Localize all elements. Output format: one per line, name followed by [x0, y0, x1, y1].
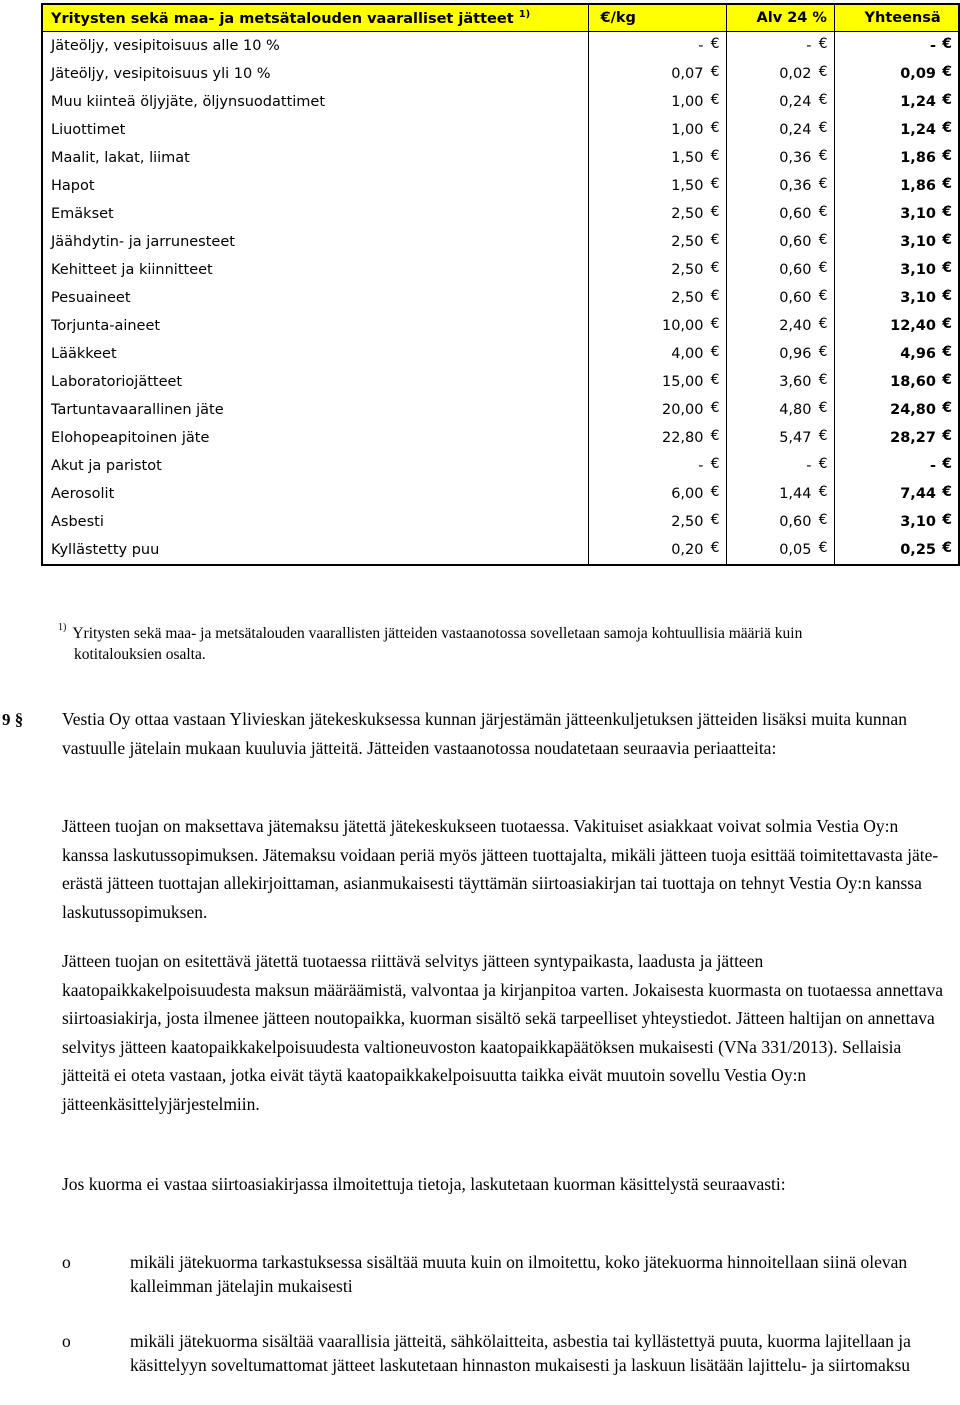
cell-waste-type: Lääkkeet [42, 340, 588, 368]
cell-vat: 3,60 € [726, 368, 834, 396]
cell-waste-type: Aerosolit [42, 480, 588, 508]
cell-total: - € [834, 452, 959, 480]
cell-vat: 1,44 € [726, 480, 834, 508]
bullet-mark: o [62, 1252, 71, 1272]
cell-vat: 0,05 € [726, 536, 834, 565]
table-row [42, 200, 959, 228]
cell-price-per-kg: 22,80 € [588, 424, 726, 452]
cell-waste-type: Liuottimet [42, 116, 588, 144]
cell-price-per-kg: 2,50 € [588, 284, 726, 312]
table-row [42, 228, 959, 256]
header-waste-type [42, 4, 588, 32]
cell-waste-type: Laboratoriojätteet [42, 368, 588, 396]
table-row [42, 536, 959, 565]
header-total: Yhteensä [834, 4, 959, 32]
cell-total: 12,40 € [834, 312, 959, 340]
table-row [42, 60, 959, 88]
cell-waste-type: Asbesti [42, 508, 588, 536]
cell-total: - € [834, 32, 959, 61]
cell-waste-type: Hapot [42, 172, 588, 200]
cell-price-per-kg: 4,00 € [588, 340, 726, 368]
footnote-mark: 1) [58, 622, 67, 633]
cell-price-per-kg: 2,50 € [588, 256, 726, 284]
table-row [42, 312, 959, 340]
cell-total: 1,24 € [834, 116, 959, 144]
cell-waste-type: Torjunta-aineet [42, 312, 588, 340]
cell-total: 28,27 € [834, 424, 959, 452]
section-paragraph-4: Jos kuorma ei vastaa siirtoasiakirjassa ilmoitettuja tietoja, laskutetaan kuorman käsittelystä seuraavasti: [62, 1174, 786, 1194]
table-row [42, 368, 959, 396]
table-row [42, 144, 959, 172]
cell-total: 1,86 € [834, 172, 959, 200]
cell-price-per-kg: 15,00 € [588, 368, 726, 396]
bullet-text: mikäli jätekuorma tarkastuksessa sisältää muuta kuin on ilmoitettu, koko jätekuorma hinnoitellaan siinä olevan kalleimman jätelajin mukaisesti [130, 1252, 908, 1296]
cell-waste-type: Muu kiinteä öljyjäte, öljynsuodattimet [42, 88, 588, 116]
cell-waste-type: Emäkset [42, 200, 588, 228]
cell-total: 3,10 € [834, 228, 959, 256]
cell-waste-type: Maalit, lakat, liimat [42, 144, 588, 172]
cell-waste-type: Pesuaineet [42, 284, 588, 312]
table-row [42, 32, 959, 61]
cell-price-per-kg: - € [588, 32, 726, 61]
cell-price-per-kg: 2,50 € [588, 508, 726, 536]
cell-vat: 2,40 € [726, 312, 834, 340]
section-paragraph-2: Jätteen tuojan on maksettava jätemaksu jätettä jätekeskukseen tuotaessa. Vakituiset asiakkaat voivat solmia Vestia Oy:n kanssa laskutussopimuksen. Jätemaksu voidaan periä myös jätteen tuottajalta, mikäli jätteen tuoja esittää toimitettavasta jäte-erästä jätteen tuottajan allekirjoittaman, asianmukaisesti täyttämän siirtoasiakirjan tai tuottaja on tehnyt Vestia Oy:n kanssa laskutussopimuksen. [62, 816, 939, 922]
footnote-line-1: Yritysten sekä maa- ja metsätalouden vaarallisten jätteiden vastaanotossa sovelletaan samoja kohtuullisia määriä kuin [72, 625, 803, 642]
table-row [42, 116, 959, 144]
header-footnote-mark: 1) [518, 9, 531, 21]
cell-price-per-kg: 6,00 € [588, 480, 726, 508]
table-row [42, 340, 959, 368]
cell-waste-type: Jäähdytin- ja jarrunesteet [42, 228, 588, 256]
cell-waste-type: Tartuntavaarallinen jäte [42, 396, 588, 424]
cell-price-per-kg: 1,00 € [588, 88, 726, 116]
table-row [42, 172, 959, 200]
cell-total: 0,09 € [834, 60, 959, 88]
cell-vat: 0,36 € [726, 144, 834, 172]
cell-vat: 0,60 € [726, 284, 834, 312]
cell-total: 3,10 € [834, 284, 959, 312]
cell-vat: 0,24 € [726, 88, 834, 116]
cell-waste-type: Elohopeapitoinen jäte [42, 424, 588, 452]
cell-vat: 0,60 € [726, 256, 834, 284]
cell-total: 3,10 € [834, 256, 959, 284]
table-row [42, 480, 959, 508]
cell-total: 0,25 € [834, 536, 959, 565]
footnote-line-2: kotitalouksien osalta. [74, 646, 206, 663]
cell-price-per-kg: 0,20 € [588, 536, 726, 565]
cell-price-per-kg: 1,50 € [588, 144, 726, 172]
cell-total: 7,44 € [834, 480, 959, 508]
cell-price-per-kg: - € [588, 452, 726, 480]
header-waste-type-label: Yritysten sekä maa- ja metsätalouden vaaralliset jätteet [51, 10, 514, 27]
table-row [42, 508, 959, 536]
table-row [42, 88, 959, 116]
table-row [42, 256, 959, 284]
cell-price-per-kg: 1,50 € [588, 172, 726, 200]
cell-total: 4,96 € [834, 340, 959, 368]
table-body [42, 32, 959, 566]
cell-vat: 0,60 € [726, 200, 834, 228]
cell-vat: - € [726, 452, 834, 480]
cell-price-per-kg: 2,50 € [588, 200, 726, 228]
section-paragraph-1: Vestia Oy ottaa vastaan Ylivieskan jätekeskuksessa kunnan järjestämän jätteenkuljetuksen jätteiden lisäksi muita kunnan vastuulle jätelain mukaan kuuluvia jätteitä. Jätteiden vastaanotossa noudatetaan seuraavia periaatteita: [62, 709, 907, 758]
table-header-row [42, 4, 959, 32]
cell-price-per-kg: 1,00 € [588, 116, 726, 144]
cell-total: 18,60 € [834, 368, 959, 396]
cell-total: 24,80 € [834, 396, 959, 424]
cell-vat: 0,36 € [726, 172, 834, 200]
bullet-mark: o [62, 1331, 71, 1351]
cell-waste-type: Jäteöljy, vesipitoisuus alle 10 % [42, 32, 588, 61]
bullet-text: mikäli jätekuorma sisältää vaarallisia jätteitä, sähkölaitteita, asbestia tai kyllästettyä puuta, kuorma lajitellaan ja käsittelyyn soveltumattomat jätteet laskutetaan hinnaston mukaisesti ja laskuun lisätään lajittelu- ja siirtomaksu [130, 1331, 911, 1375]
cell-price-per-kg: 20,00 € [588, 396, 726, 424]
cell-vat: 0,60 € [726, 228, 834, 256]
cell-waste-type: Jäteöljy, vesipitoisuus yli 10 % [42, 60, 588, 88]
cell-vat: 0,60 € [726, 508, 834, 536]
cell-vat: 4,80 € [726, 396, 834, 424]
cell-price-per-kg: 10,00 € [588, 312, 726, 340]
cell-total: 3,10 € [834, 200, 959, 228]
table-row [42, 396, 959, 424]
cell-vat: - € [726, 32, 834, 61]
cell-total: 1,24 € [834, 88, 959, 116]
table-row [42, 284, 959, 312]
table-row [42, 452, 959, 480]
section-paragraph-3: Jätteen tuojan on esitettävä jätettä tuotaessa riittävä selvitys jätteen syntypaikasta, laadusta ja jätteen kaatopaikkakelpoisuudesta maksun määräämistä, valvontaa ja kirjanpitoa varten. Jokaisesta kuormasta on tuotaessa annettava siirtoasiakirja, josta ilmenee jätteen noutopaikka, kuorman sisältö sekä tarpeelliset yhteystiedot. Jätteen haltijan on annettava selvitys jätteen kaatopaikkakelpoisuudesta valtioneuvoston kaatopaikkapäätöksen mukaisesti (VNa 331/2013). Sellaisia jätteitä ei oteta vastaan, jotka eivät täytä kaatopaikkakelpoisuutta taikka eivät muutoin sovellu Vestia Oy:n jätteenkäsittelyjärjestelmiin. [62, 951, 944, 1114]
header-vat: Alv 24 % [726, 4, 834, 32]
table-footnote [58, 617, 938, 665]
cell-total: 1,86 € [834, 144, 959, 172]
cell-waste-type: Kehitteet ja kiinnitteet [42, 256, 588, 284]
cell-vat: 0,24 € [726, 116, 834, 144]
cell-waste-type: Akut ja paristot [42, 452, 588, 480]
header-price-per-kg: €/kg [588, 4, 726, 32]
cell-price-per-kg: 0,07 € [588, 60, 726, 88]
section-number: 9 § [2, 710, 24, 729]
cell-vat: 5,47 € [726, 424, 834, 452]
cell-price-per-kg: 2,50 € [588, 228, 726, 256]
cell-vat: 0,96 € [726, 340, 834, 368]
table-row [42, 424, 959, 452]
cell-waste-type: Kyllästetty puu [42, 536, 588, 565]
hazardous-waste-price-table [41, 3, 960, 566]
cell-vat: 0,02 € [726, 60, 834, 88]
cell-total: 3,10 € [834, 508, 959, 536]
